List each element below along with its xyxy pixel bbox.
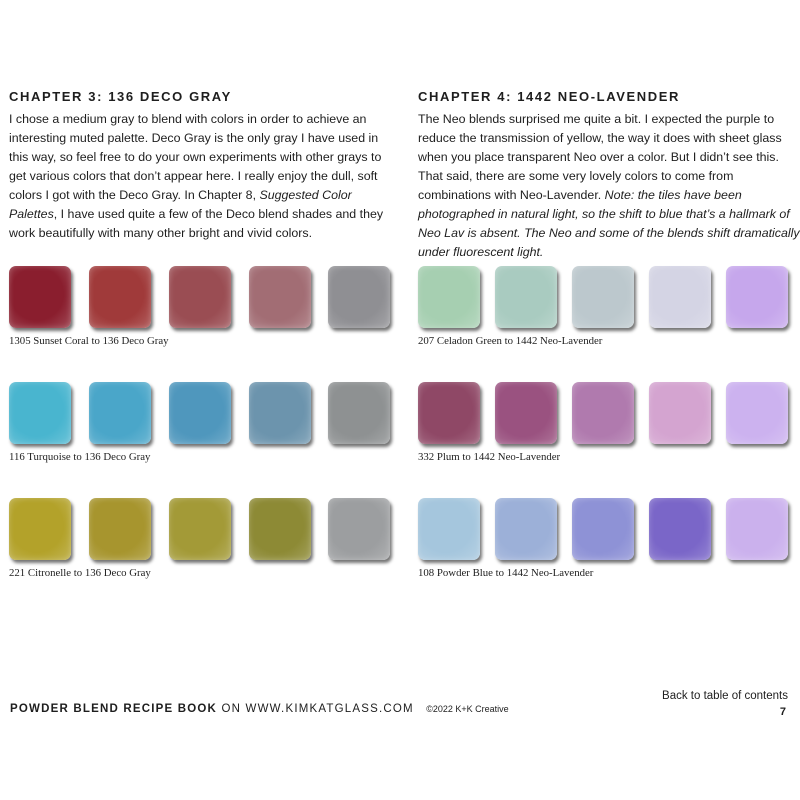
glass-tile [169,266,231,328]
chapter-3-italic-title: Suggested Color Palettes [9,188,352,221]
glass-tile [495,498,557,560]
chapter-3-heading: CHAPTER 3: 136 DECO GRAY [9,89,232,104]
glass-tile [572,498,634,560]
chapter-4-section [418,88,800,262]
glass-tile [649,382,711,444]
blend-caption: 221 Citronelle to 136 Deco Gray [9,567,151,579]
tile-strip [418,498,798,570]
glass-tile [249,498,311,560]
chapter-3-text-a: I chose a medium gray to blend with colors in order to achieve an interesting muted palette. Deco Gray is the only gray I have used in this way, so feel free to do your own experiments with other grays to get various colors that don’t appear here. I really enjoy the dull, soft colors I got with the Deco Gray. In Chapter 8, [9,112,382,202]
glass-tile [9,382,71,444]
glass-tile [495,382,557,444]
footer-on: ON [221,703,242,715]
glass-tile [328,382,390,444]
glass-tile [726,498,788,560]
blend-row-turquoise [9,382,399,502]
chapter-4-note: Note: the tiles have been photographed in natural light, so the shift to blue that’s a hallmark of Neo Lav is absent. The Neo and some of the blends shift dramatically under fluorescent light. [418,188,800,259]
glass-tile [89,382,151,444]
glass-tile [726,266,788,328]
blend-caption: 332 Plum to 1442 Neo-Lavender [418,451,561,463]
glass-tile [572,382,634,444]
page-number: 7 [779,706,786,718]
blend-row-celadon-green [418,266,798,386]
glass-tile [328,498,390,560]
tile-strip [9,498,399,570]
glass-tile [89,266,151,328]
tile-strip [418,266,798,338]
blend-row-citronelle [9,498,399,618]
back-to-toc-link[interactable]: Back to table of contents [662,690,788,702]
blend-row-powder-blue [418,498,798,618]
chapter-4-paragraph [418,110,800,262]
glass-tile [9,266,71,328]
chapter-4-text: The Neo blends surprised me quite a bit. I expected the purple to reduce the transmission of yellow, the way it does with sheet glass when you place transparent Neo over a color. But I didn’t see this. That said, there are some very lovely colors to come from combinations with Neo-Lavender. [418,112,782,202]
glass-tile [649,498,711,560]
blend-caption: 1305 Sunset Coral to 136 Deco Gray [9,335,169,347]
tile-strip [9,266,399,338]
glass-tile [418,382,480,444]
chapter-3-paragraph [9,110,394,243]
blend-caption: 108 Powder Blue to 1442 Neo-Lavender [418,567,594,579]
glass-tile [249,382,311,444]
tile-strip [9,382,399,454]
glass-tile [9,498,71,560]
chapter-3-section [9,88,394,243]
glass-tile [169,382,231,444]
glass-tile [89,498,151,560]
glass-tile [328,266,390,328]
glass-tile [169,498,231,560]
tile-strip [418,382,798,454]
glass-tile [495,266,557,328]
website-link[interactable]: WWW.KIMKATGLASS.COM [245,703,414,715]
blend-row-plum [418,382,798,502]
glass-tile [726,382,788,444]
chapter-4-heading: CHAPTER 4: 1442 NEO-LAVENDER [418,89,680,104]
glass-tile [418,498,480,560]
blend-row-sunset-coral [9,266,399,386]
footer-book-title [10,703,509,715]
chapter-3-text-b: , I have used quite a few of the Deco blend shades and they work beautifully with many other bright and vivid colors. [9,207,384,240]
book-title: POWDER BLEND RECIPE BOOK [10,703,218,715]
glass-tile [649,266,711,328]
blend-caption: 207 Celadon Green to 1442 Neo-Lavender [418,335,603,347]
glass-tile [249,266,311,328]
glass-tile [418,266,480,328]
glass-tile [572,266,634,328]
blend-caption: 116 Turquoise to 136 Deco Gray [9,451,151,463]
copyright: ©2022 K+K Creative [426,704,509,714]
